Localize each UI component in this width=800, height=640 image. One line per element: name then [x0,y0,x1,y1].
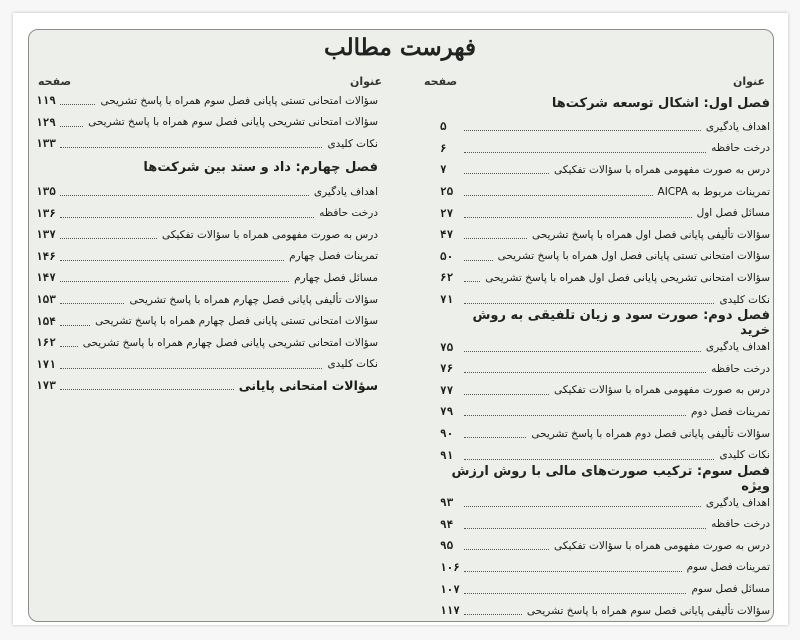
page-number: ۱۷۱ [36,357,56,371]
page-number: ۱۵۴ [36,314,56,328]
toc-entry[interactable] [36,267,378,289]
dot-leader [464,217,692,218]
page-number: ۲۷ [440,206,454,220]
page-number: ۹۴ [440,517,454,531]
page-number: ۶ [440,141,447,155]
dot-leader [60,104,95,105]
toc-entry[interactable] [36,181,378,203]
page-number: ۱۳۶ [36,206,56,220]
toc-entry[interactable] [440,267,770,289]
entry-title: درس به صورت مفهومی همراه با سؤالات تفکیکی [161,228,378,241]
page-number: ۵۰ [440,249,454,263]
dot-leader [60,281,289,282]
entry-title: سؤالات امتحانی تستی پایانی فصل چهارم همراه با پاسخ تشریحی [95,315,378,328]
toc-right-column [440,90,770,621]
dot-leader [60,238,157,239]
page-number: ۱۲۹ [36,115,56,129]
toc-entry[interactable] [440,557,770,579]
dot-leader [464,173,549,174]
toc-entry[interactable] [440,181,770,203]
toc-entry[interactable] [36,332,378,354]
page-number: ۷۷ [440,383,454,397]
entry-title: نکات کلیدی [327,137,378,150]
entry-title: تمرینات فصل دوم [691,405,770,418]
entry-title: اهداف یادگیری [705,341,770,354]
entry-title: مسائل فصل چهارم [294,271,378,284]
dot-leader [60,325,90,326]
toc-entry[interactable] [440,138,770,160]
entry-title: سؤالات تألیفی پایانی فصل دوم همراه با پاسخ تشریحی [531,427,770,440]
left-page-header: صفحه [38,75,72,88]
entry-title: سؤالات تألیفی پایانی فصل چهارم همراه با پاسخ تشریحی [129,293,378,306]
dot-leader [464,506,701,507]
chapter-heading: فصل اول: اشکال توسعه شرکت‌ها [551,95,770,111]
chapter-heading: فصل سوم: ترکیب صورت‌های مالی با روش ارزش ویژه [451,463,770,494]
entry-title: نکات کلیدی [719,449,770,462]
toc-entry[interactable] [440,336,770,358]
entry-title: اهداف یادگیری [705,496,770,509]
dot-leader [464,281,480,282]
entry-title: درخت حافظه [711,142,770,155]
page-number: ۷۶ [440,362,454,376]
page-number: ۱۳۵ [36,185,56,199]
toc-entry[interactable] [36,246,378,268]
page-number: ۱۳۷ [36,228,56,242]
toc-entry[interactable] [440,159,770,181]
dot-leader [60,217,314,218]
dot-leader [464,130,701,131]
dot-leader [464,238,527,239]
entry-title: درخت حافظه [319,207,378,220]
dot-leader [464,571,682,572]
final-exam-entry[interactable] [36,375,378,397]
page-number: ۱۰۶ [440,560,460,574]
toc-entry[interactable] [440,535,770,557]
entry-title: نکات کلیدی [327,358,378,371]
dot-leader [464,195,653,196]
toc-entry[interactable] [440,444,770,466]
left-topic-header: عنوان [350,75,383,88]
entry-title: سؤالات تألیفی پایانی فصل سوم همراه با پاسخ تشریحی [526,604,770,617]
dot-leader [60,260,284,261]
toc-entry[interactable] [440,380,770,402]
page-number: ۱۷۳ [36,379,56,393]
entry-title: درس به صورت مفهومی همراه با سؤالات تفکیکی [553,163,770,176]
toc-entry[interactable] [36,354,378,376]
dot-leader [464,394,549,395]
page-number: ۷۱ [440,293,454,307]
entry-title: تمرینات فصل چهارم [289,250,378,263]
dot-leader [60,126,83,127]
entry-title: سؤالات امتحانی تستی پایانی فصل سوم همراه با پاسخ تشریحی [100,94,378,107]
entry-title: سؤالات امتحانی تشریحی پایانی فصل چهارم همراه با پاسخ تشریحی [82,336,378,349]
page-number: ۱۰۷ [440,582,460,596]
right-topic-header: عنوان [733,75,766,88]
toc-entry[interactable] [36,224,378,246]
page-number: ۵ [440,120,447,134]
entry-title: درخت حافظه [711,518,770,531]
dot-leader [464,303,714,304]
toc-left-column [36,90,378,397]
page-title: فهرست مطالب [324,34,476,61]
entry-title: درس به صورت مفهومی همراه با سؤالات تفکیکی [553,539,770,552]
entry-title: تمرینات مربوط به AICPA [657,185,770,198]
entry-title: سؤالات تألیفی پایانی فصل اول همراه با پاسخ تشریحی [531,228,770,241]
chapter-heading: فصل دوم: صورت سود و زیان تلفیقی به روش خرید [472,308,770,339]
page-number: ۶۲ [440,271,454,285]
toc-entry[interactable] [440,116,770,138]
page-number: ۱۱۷ [440,604,460,618]
dot-leader [60,368,322,369]
toc-entry[interactable] [440,401,770,423]
entry-title: درخت حافظه [711,362,770,375]
toc-entry[interactable] [440,492,770,514]
toc-entry[interactable] [36,202,378,224]
chapter-heading: فصل چهارم: داد و ستد بین شرکت‌ها [143,160,378,176]
dot-leader [464,593,686,594]
right-page-header: صفحه [424,75,458,88]
page-number: ۹۱ [440,448,454,462]
toc-entry[interactable] [36,90,378,112]
dot-leader [464,372,706,373]
toc-entry[interactable] [440,202,770,224]
dot-leader [60,147,322,148]
page-number: ۲۵ [440,185,454,199]
dot-leader [60,303,124,304]
dot-leader [464,415,686,416]
dot-leader [464,437,526,438]
page-number: ۱۶۲ [36,336,56,350]
page-number: ۹۵ [440,539,454,553]
entry-title: سؤالات امتحانی تشریحی پایانی فصل اول همراه با پاسخ تشریحی [485,271,770,284]
toc-entry[interactable] [440,578,770,600]
entry-title: تمرینات فصل سوم [686,561,770,574]
page-number: ۷۹ [440,405,454,419]
entry-title: اهداف یادگیری [313,185,378,198]
entry-title: درس به صورت مفهومی همراه با سؤالات تفکیکی [553,384,770,397]
toc-entry[interactable] [440,289,770,311]
page-number: ۹۰ [440,427,454,441]
page-number: ۷ [440,163,447,177]
page-number: ۱۵۳ [36,293,56,307]
entry-title: نکات کلیدی [719,293,770,306]
page-number: ۱۴۷ [36,271,56,285]
dot-leader [60,389,234,390]
toc-entry[interactable] [440,514,770,536]
dot-leader [464,549,549,550]
dot-leader [464,260,493,261]
dot-leader [464,351,701,352]
page-number: ۱۳۳ [36,137,56,151]
toc-entry[interactable] [36,310,378,332]
dot-leader [464,614,522,615]
toc-entry[interactable] [440,224,770,246]
entry-title: سؤالات امتحانی تشریحی پایانی فصل سوم همراه با پاسخ تشریحی [88,116,378,129]
entry-title: سؤالات امتحانی پایانی [238,378,378,394]
toc-entry[interactable] [36,289,378,311]
entry-title: اهداف یادگیری [705,120,770,133]
toc-entry[interactable] [36,112,378,134]
toc-entry[interactable] [440,358,770,380]
dot-leader [60,346,78,347]
page-number: ۷۵ [440,340,454,354]
entry-title: مسائل فصل اول [696,207,770,220]
page-number: ۴۷ [440,228,454,242]
page-number: ۹۳ [440,496,454,510]
toc-entry[interactable] [440,423,770,445]
dot-leader [464,528,706,529]
page-number: ۱۴۶ [36,249,56,263]
entry-title: سؤالات امتحانی تستی پایانی فصل اول همراه با پاسخ تشریحی [497,250,770,263]
page-number: ۱۱۹ [36,94,56,108]
dot-leader [464,459,714,460]
dot-leader [60,195,309,196]
toc-entry[interactable] [36,133,378,155]
toc-entry[interactable] [440,600,770,622]
toc-entry[interactable] [440,246,770,268]
entry-title: مسائل فصل سوم [691,583,770,596]
dot-leader [464,152,706,153]
